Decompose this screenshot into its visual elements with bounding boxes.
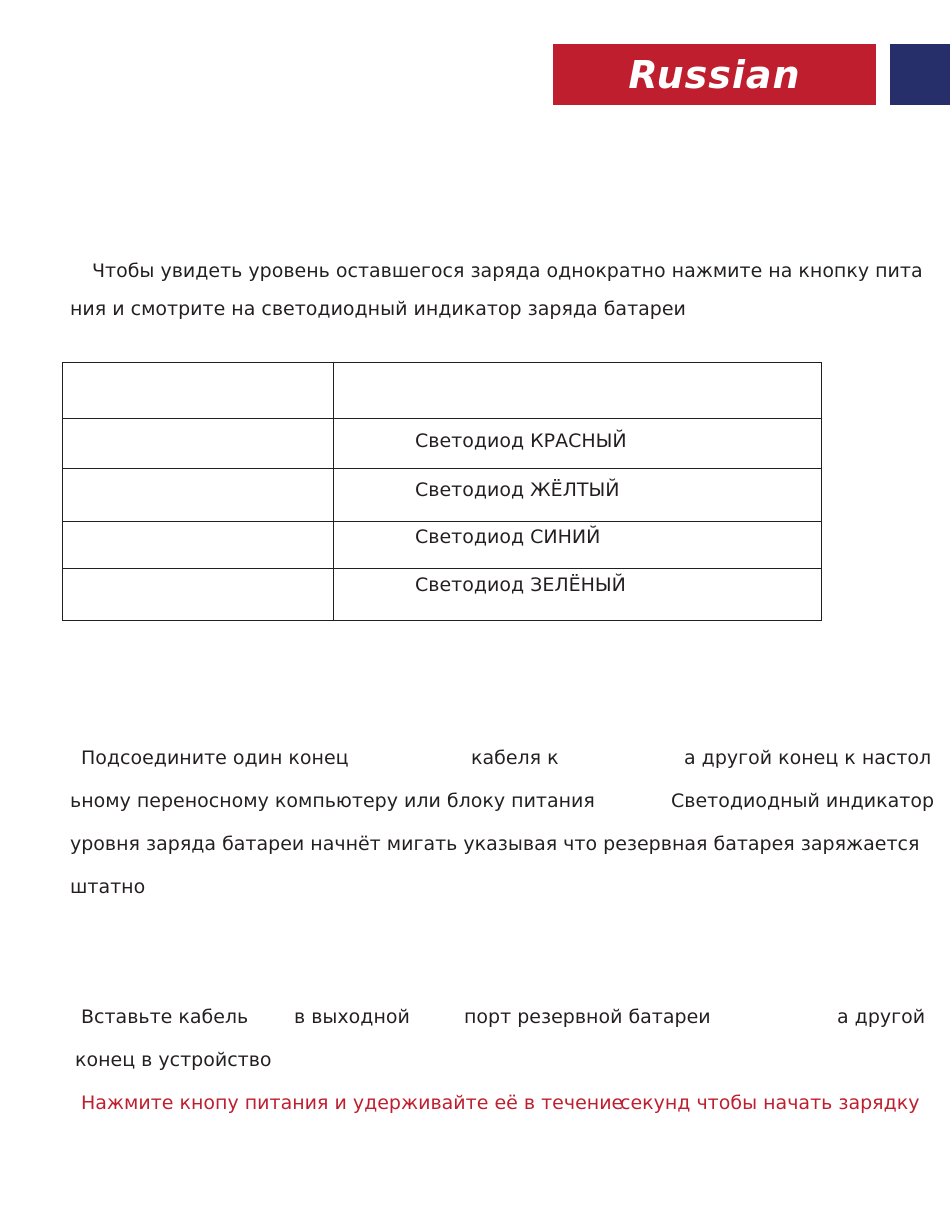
table-row-divider: [63, 418, 821, 419]
section3-line1-part4: а другой: [837, 1006, 926, 1028]
section1-line1: Чтобы увидеть уровень оставшегося заряда однократно нажмите на кнопку пита: [92, 260, 923, 282]
table-cell-red-led: Светодиод КРАСНЫЙ: [415, 430, 627, 452]
section2-line1-part3: а другой конец к настол: [684, 747, 932, 769]
section2-line2-part2: Светодиодный индикатор: [671, 790, 935, 812]
table-column-divider: [333, 363, 334, 620]
decorative-blue-block: [890, 44, 950, 105]
table-row-divider: [63, 468, 821, 469]
table-row-divider: [63, 568, 821, 569]
section3-line2: конец в устройство: [75, 1049, 272, 1071]
table-cell-green-led: Светодиод ЗЕЛЁНЫЙ: [415, 574, 626, 596]
language-label: Russian: [628, 52, 801, 97]
table-cell-blue-led: Светодиод СИНИЙ: [415, 526, 601, 548]
language-tag: [553, 44, 876, 105]
section2-line3: уровня заряда батареи начнёт мигать указывая что резервная батарея заряжается: [70, 833, 920, 855]
led-table: [62, 362, 822, 621]
section2-line2-part1: ьному переносному компьютеру или блоку питания: [70, 790, 595, 812]
section3-line1-part2: в выходной: [294, 1006, 410, 1028]
warning-text-part1: Нажмите кнопу питания и удерживайте её в течение: [81, 1092, 624, 1114]
table-cell-yellow-led: Светодиод ЖЁЛТЫЙ: [415, 479, 620, 501]
warning-text-part2: секунд чтобы начать зарядку: [620, 1092, 920, 1114]
table-row-divider: [63, 521, 821, 522]
section2-line1-part1: Подсоедините один конец: [81, 747, 349, 769]
section2-line1-part2: кабеля к: [471, 747, 559, 769]
section2-line4: штатно: [70, 876, 146, 898]
section3-line1-part1: Вставьте кабель: [81, 1006, 249, 1028]
section3-line1-part3: порт резервной батареи: [464, 1006, 711, 1028]
section1-line2: ния и смотрите на светодиодный индикатор заряда батареи: [70, 298, 686, 320]
